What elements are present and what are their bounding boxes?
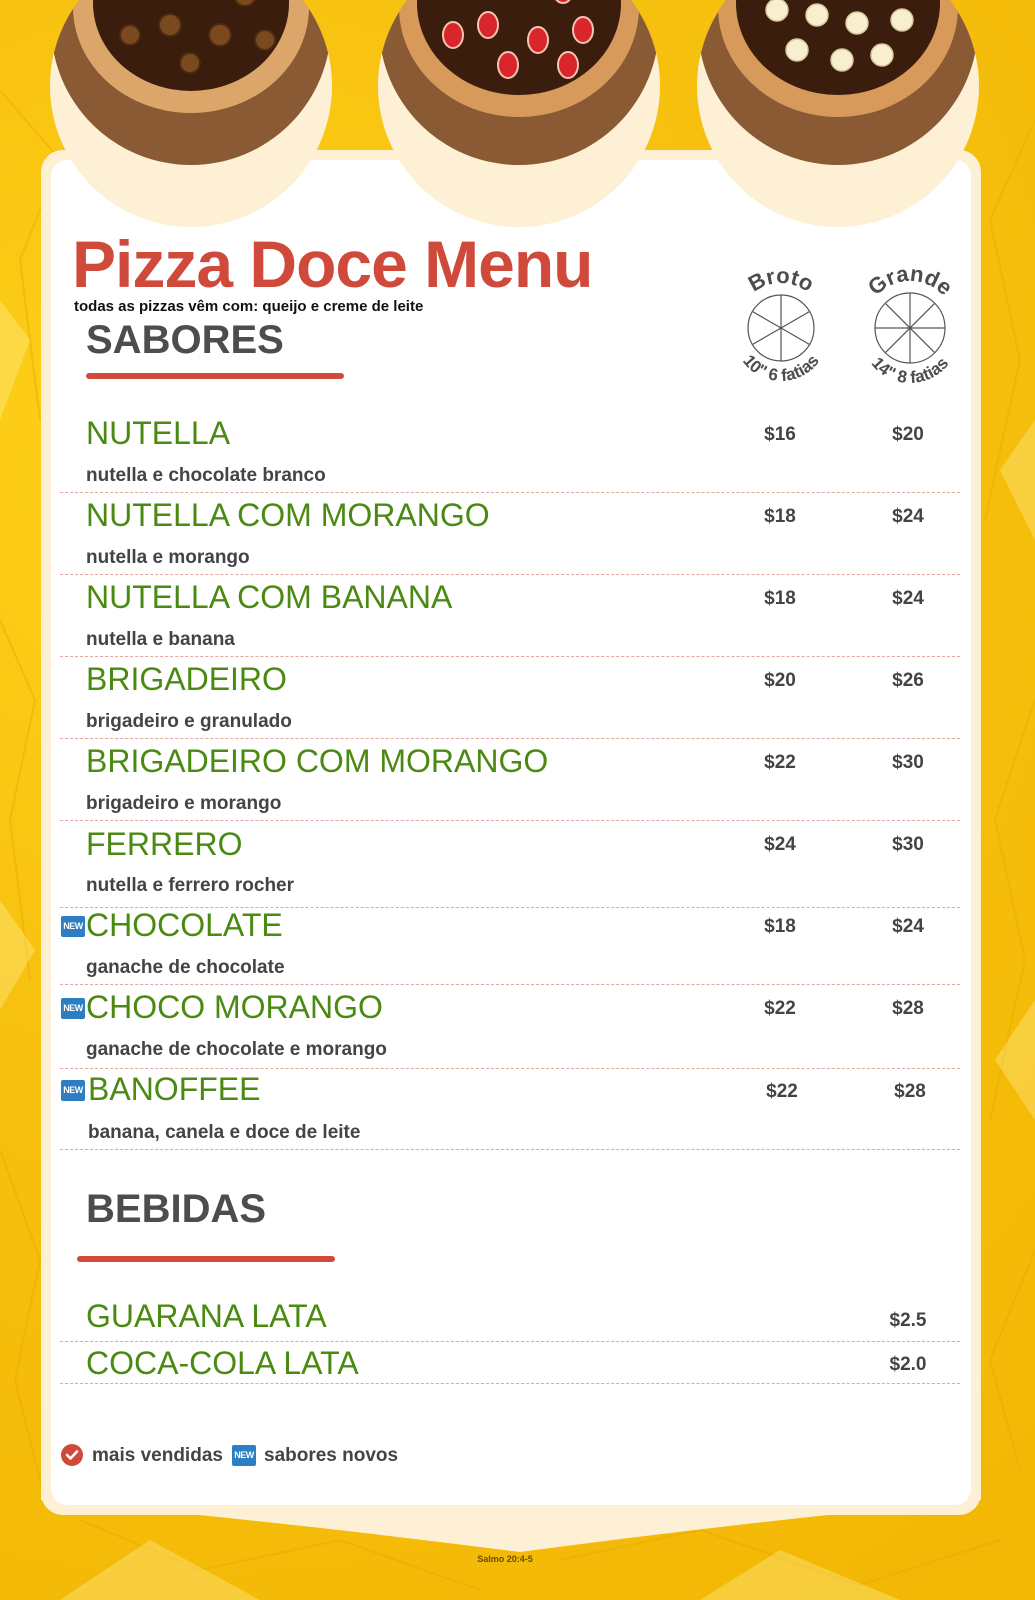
check-circle-icon (61, 1444, 83, 1466)
pizza-slices-icon (855, 268, 965, 388)
price-broto: $18 (764, 588, 796, 609)
menu-item-desc: nutella e morango (86, 547, 250, 568)
legend-best-sellers: mais vendidas (92, 1445, 223, 1466)
menu-item-name: BRIGADEIRO (86, 661, 287, 697)
price-broto: $20 (764, 670, 796, 691)
bebidas-heading: BEBIDAS (86, 1187, 267, 1231)
menu-item-name: NUTELLA COM BANANA (86, 579, 453, 615)
drink-price: $2.5 (889, 1310, 927, 1331)
pizza-photo-ferrero (50, 0, 332, 227)
price-grande: $28 (892, 998, 924, 1019)
menu-item-name: FERRERO (86, 826, 243, 862)
menu-item-desc: brigadeiro e granulado (86, 711, 292, 732)
bebidas-underline (77, 1256, 335, 1262)
new-badge-icon: NEW (61, 1080, 85, 1101)
size-broto-name: Broto (743, 268, 819, 297)
menu-item-desc: banana, canela e doce de leite (88, 1122, 361, 1143)
price-grande: $20 (892, 424, 924, 445)
pizza-photo-nutella-morango (378, 0, 660, 227)
menu-item-desc: ganache de chocolate e morango (86, 1039, 387, 1060)
price-broto: $22 (764, 752, 796, 773)
row-divider (60, 1383, 960, 1384)
menu-item-desc: nutella e ferrero rocher (86, 875, 295, 896)
price-grande: $24 (892, 588, 924, 609)
menu-item-desc: nutella e chocolate branco (86, 465, 326, 486)
svg-text:Broto (744, 268, 819, 297)
pizza-slices-icon (726, 268, 836, 388)
menu-item-desc: brigadeiro e morango (86, 793, 282, 814)
price-grande: $24 (892, 506, 924, 527)
menu-item-name: CHOCO MORANGO (86, 989, 383, 1025)
new-badge-icon: NEW (232, 1445, 256, 1466)
menu-item-desc: ganache de chocolate (86, 957, 285, 978)
drink-item-name: GUARANA LATA (86, 1298, 327, 1334)
drink-price: $2.0 (889, 1354, 927, 1375)
price-broto: $22 (764, 998, 796, 1019)
price-grande: $30 (892, 752, 924, 773)
row-divider (60, 738, 960, 739)
new-badge-icon: NEW (61, 998, 85, 1019)
menu-title: Pizza Doce Menu (72, 227, 593, 301)
price-broto: $22 (766, 1081, 798, 1102)
price-broto: $18 (764, 916, 796, 937)
menu-item-name: NUTELLA (86, 415, 231, 451)
pizza-photo-nutella-banana (697, 0, 979, 227)
price-grande: $26 (892, 670, 924, 691)
row-divider (60, 1149, 960, 1150)
size-grande-detail: 14" 8 fatias (867, 353, 953, 388)
menu-subtitle: todas as pizzas vêm com: queijo e creme de leite (74, 298, 424, 315)
legend-new-flavors: sabores novos (264, 1445, 399, 1466)
row-divider (60, 984, 960, 985)
menu-item-name: BRIGADEIRO COM MORANGO (86, 743, 549, 779)
size-broto (726, 268, 836, 388)
row-divider (60, 1341, 960, 1342)
size-broto-detail: 10" 6 fatias (739, 351, 823, 386)
price-grande: $30 (892, 834, 924, 855)
price-grande: $28 (894, 1081, 926, 1102)
new-badge-icon: NEW (61, 916, 85, 937)
size-grande (855, 268, 965, 388)
sabores-heading: SABORES (86, 318, 284, 362)
menu-item-name: CHOCOLATE (86, 907, 283, 943)
footer-verse: Salmo 20:4-5 (477, 1554, 533, 1564)
row-divider (60, 820, 960, 821)
price-grande: $24 (892, 916, 924, 937)
row-divider (60, 574, 960, 575)
menu-item-desc: nutella e banana (86, 629, 235, 650)
size-grande-name: Grande (863, 268, 958, 301)
row-divider (60, 656, 960, 657)
drink-item-name: COCA-COLA LATA (86, 1345, 359, 1381)
sabores-underline (86, 373, 344, 379)
price-broto: $18 (764, 506, 796, 527)
price-broto: $16 (764, 424, 796, 445)
menu-item-name: NUTELLA COM MORANGO (86, 497, 490, 533)
row-divider (60, 492, 960, 493)
price-broto: $24 (764, 834, 796, 855)
menu-item-name: BANOFFEE (88, 1071, 261, 1107)
row-divider (60, 1068, 960, 1069)
